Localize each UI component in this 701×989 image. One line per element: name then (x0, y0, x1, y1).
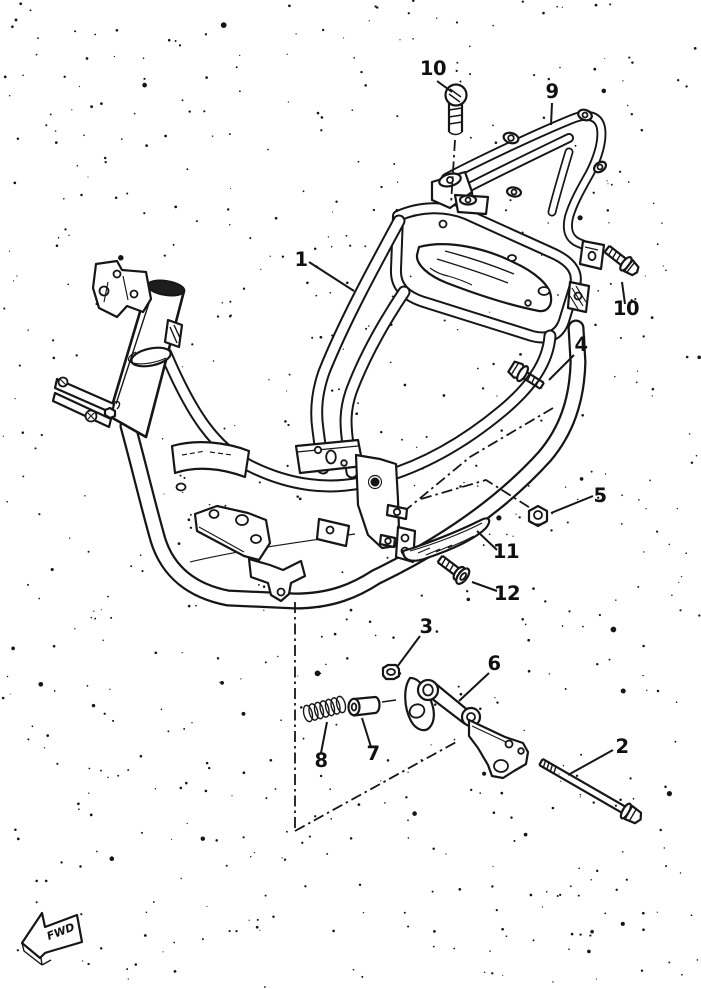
front-wing-bracket (172, 442, 249, 477)
callout-8: 8 (314, 749, 328, 772)
stand-mount-bracket (356, 455, 399, 548)
callout-6: 6 (487, 652, 501, 675)
frame-assembly-drawing (53, 108, 608, 601)
spring-part-8 (302, 695, 347, 722)
nut-3 (383, 665, 399, 679)
callout-3: 3 (419, 615, 433, 638)
nut-5 (529, 506, 547, 526)
callout-9: 9 (545, 80, 559, 103)
callout-12: 12 (493, 582, 521, 605)
bolt-12 (435, 552, 472, 586)
bolt-10-right (602, 243, 642, 279)
fwd-label: FWD (44, 920, 77, 943)
stand-stopper-part-11 (396, 518, 489, 562)
head-tube-assembly (53, 261, 185, 437)
fwd-arrow (22, 913, 82, 965)
callout-4: 4 (574, 333, 588, 356)
bolt-2 (537, 755, 645, 827)
callout-1: 1 (294, 248, 308, 271)
callout-11: 11 (492, 540, 520, 563)
callout-10-right: 10 (612, 297, 640, 320)
callout-5: 5 (593, 484, 607, 507)
mid-floor-bracket (195, 506, 270, 560)
callout-2: 2 (615, 735, 629, 758)
collar-part-7 (349, 697, 397, 716)
collar-alignment-line (382, 700, 396, 702)
callout-7: 7 (366, 742, 380, 765)
rear-frame-loop (396, 208, 589, 337)
bolt-10-top (446, 85, 467, 135)
callout-10-top: 10 (419, 57, 447, 80)
